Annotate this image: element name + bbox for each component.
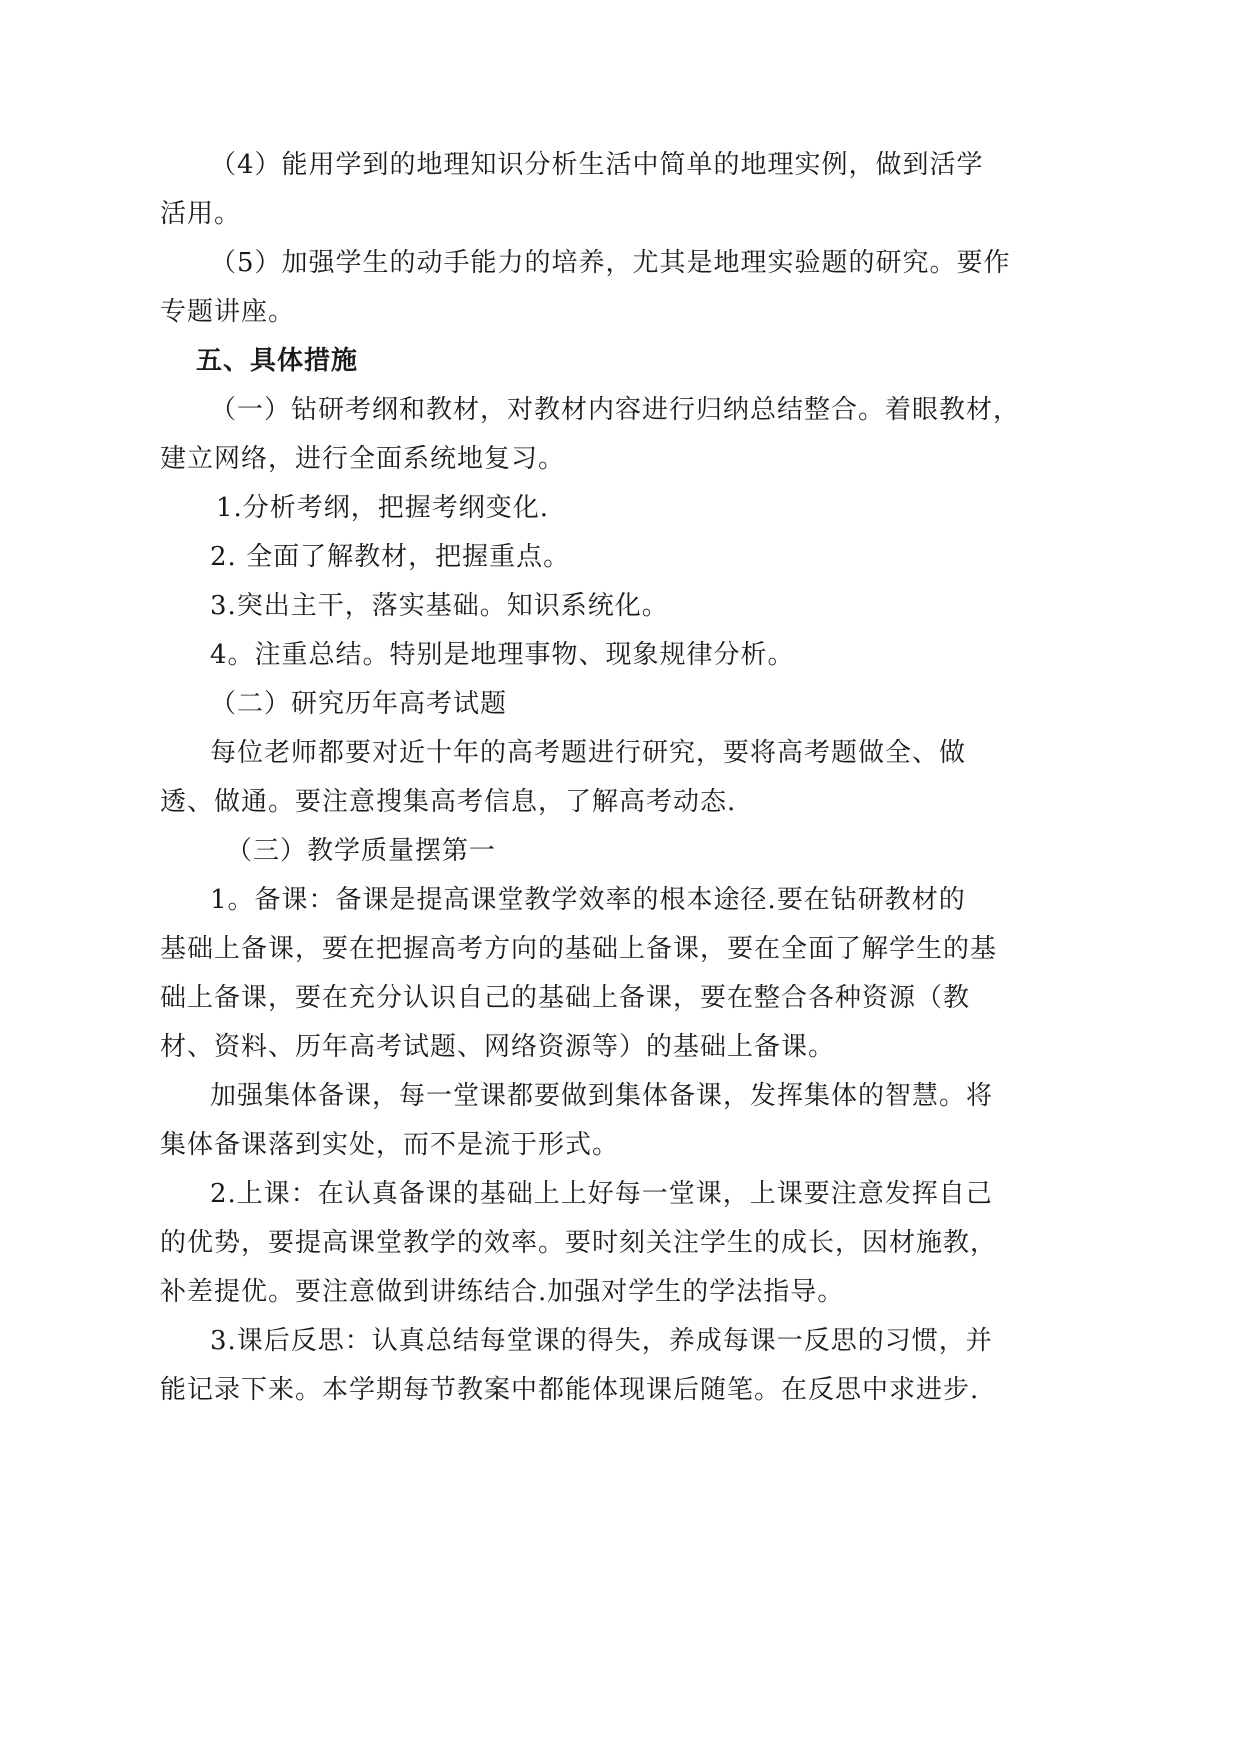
paragraph-line: 活用。 — [160, 199, 242, 229]
list-item: 4。注重总结。特别是地理事物、现象规律分析。 — [210, 640, 795, 670]
paragraph-line: 基础上备课，要在把握高考方向的基础上备课，要在全面了解学生的基 — [160, 934, 998, 964]
paragraph-line: 1。备课：备课是提高课堂教学效率的根本途径.要在钻研教材的 — [210, 885, 966, 915]
paragraph-line: 集体备课落到实处，而不是流于形式。 — [160, 1130, 620, 1160]
paragraph-line: （4）能用学到的地理知识分析生活中简单的地理实例，做到活学 — [210, 150, 984, 180]
paragraph-line: 础上备课，要在充分认识自己的基础上备课，要在整合各种资源（教 — [160, 983, 971, 1013]
paragraph-line: 材、资料、历年高考试题、网络资源等）的基础上备课。 — [160, 1032, 836, 1062]
paragraph-line: （5）加强学生的动手能力的培养，尤其是地理实验题的研究。要作 — [210, 248, 1011, 278]
subsection-heading: （三）教学质量摆第一 — [226, 836, 497, 866]
list-item: 1.分析考纲，把握考纲变化. — [216, 493, 550, 523]
paragraph-line: （一）钻研考纲和教材，对教材内容进行归纳总结整合。着眼教材， — [210, 395, 1021, 425]
paragraph-line: 能记录下来。本学期每节教案中都能体现课后随笔。在反思中求进步. — [160, 1375, 980, 1405]
paragraph-line: 加强集体备课，每一堂课都要做到集体备课，发挥集体的智慧。将 — [210, 1081, 994, 1111]
paragraph-line: 建立网络，进行全面系统地复习。 — [160, 444, 566, 474]
paragraph-line: 3.课后反思：认真总结每堂课的得失，养成每课一反思的习惯，并 — [210, 1326, 993, 1356]
paragraph-line: 补差提优。要注意做到讲练结合.加强对学生的学法指导。 — [160, 1277, 845, 1307]
list-item: 3.突出主干，落实基础。知识系统化。 — [210, 591, 669, 621]
paragraph-line: 透、做通。要注意搜集高考信息，了解高考动态. — [160, 787, 737, 817]
subsection-heading: （二）研究历年高考试题 — [210, 689, 508, 719]
list-item: 2. 全面了解教材，把握重点。 — [210, 542, 571, 572]
paragraph-line: 2.上课：在认真备课的基础上上好每一堂课，上课要注意发挥自己 — [210, 1179, 993, 1209]
paragraph-line: 专题讲座。 — [160, 297, 296, 327]
section-heading: 五、具体措施 — [196, 346, 359, 376]
paragraph-line: 每位老师都要对近十年的高考题进行研究，要将高考题做全、做 — [210, 738, 967, 768]
paragraph-line: 的优势，要提高课堂教学的效率。要时刻关注学生的成长，因材施教， — [160, 1228, 998, 1258]
